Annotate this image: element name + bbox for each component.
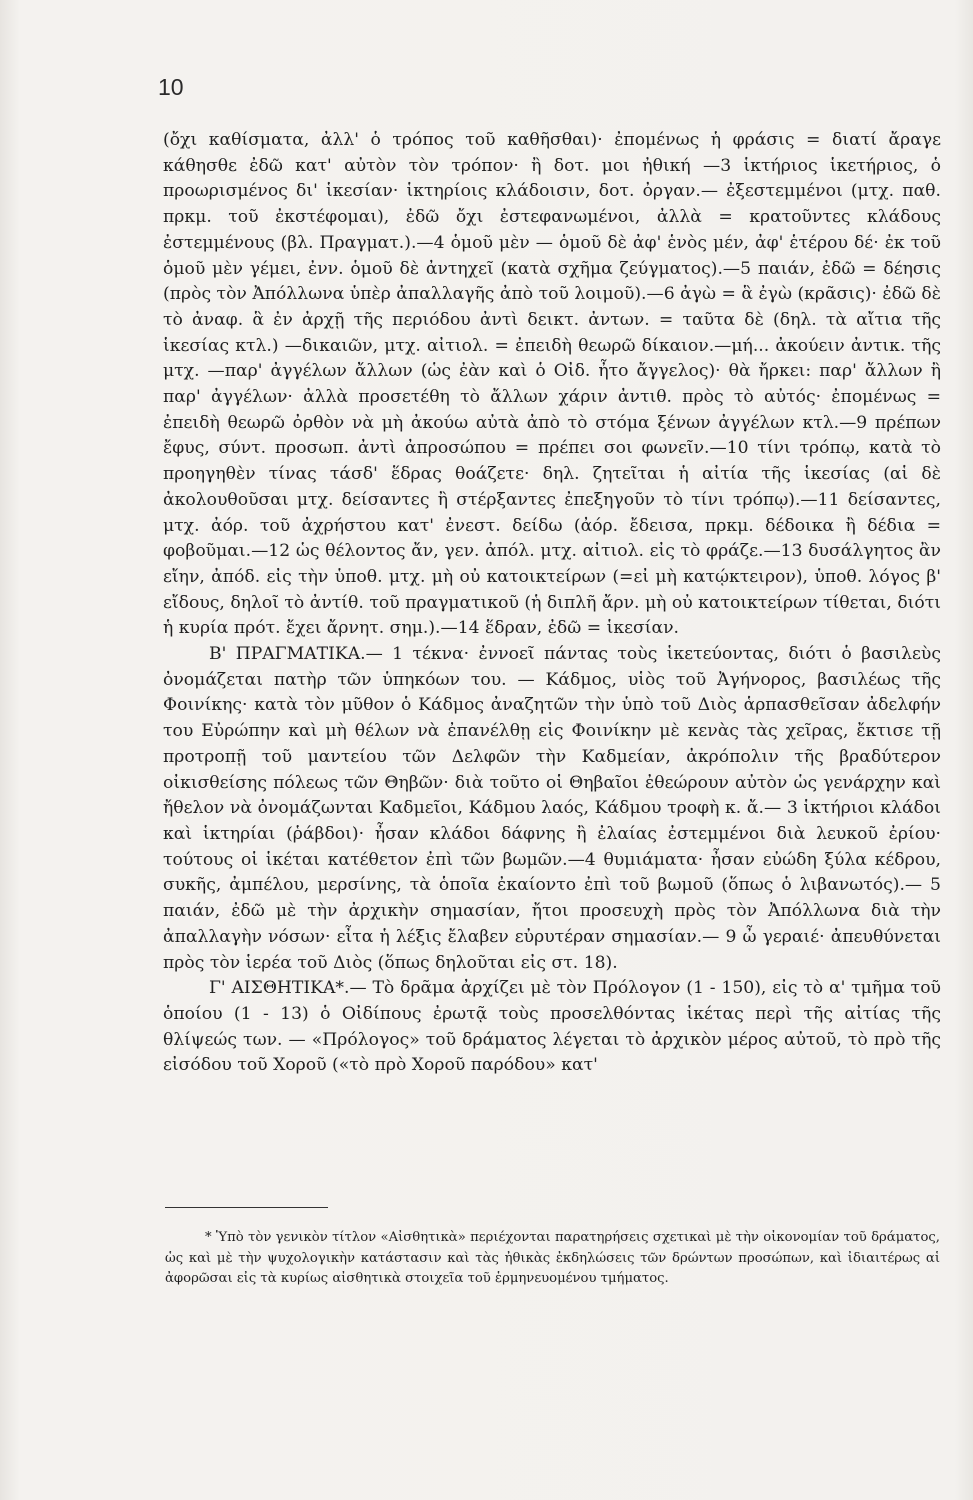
commentary-paragraph-pragmatika: Β' ΠΡΑΓΜΑΤΙΚΑ.— 1 τέκνα· ἐννοεῖ πάντας τοὺς ἱκετεύοντας, διότι ὁ βασιλεὺς ὀνομάζεται πατὴρ τῶν ὑπηκόων του. — Κάδμος, υἱὸς τοῦ Ἀγήνορος, βασιλέως τῆς Φοινίκης· κατὰ τὸν μῦθον ὁ Κάδμος ἀναζητῶν τὴν ὑπὸ τοῦ Διὸς ἁρπασθεῖσαν ἀδελφήν του Εὐρώπην καὶ μὴ θέλων νὰ ἐπανέλθῃ εἰς Φοινίκην μὲ κενὰς τὰς χεῖρας, ἔκτισε τῇ προτροπῇ τοῦ μαντείου τῶν Δελφῶν τὴν Καδμείαν, ἀκρόπολιν τῆς βραδύτερον οἰκισθείσης πόλεως τῶν Θηβῶν· διὰ τοῦτο οἱ Θηβαῖοι ἐθεώρουν αὐτὸν ὡς γενάρχην καὶ ἤθελον νὰ ὀνομάζωνται Καδμεῖοι, Κάδμου λαός, Κάδμου τροφὴ κ. ἄ.— 3 ἱκτήριοι κλάδοι καὶ ἱκτηρίαι (ῥάβδοι)· ἦσαν κλάδοι δάφνης ἢ ἐλαίας ἐστεμμένοι διὰ λευκοῦ ἐρίου· τούτους οἱ ἱκέται κατέθετον ἐπὶ τῶν βωμῶν.—4 θυμιάματα· ἦσαν εὐώδη ξύλα κέδρου, συκῆς, ἀμπέλου, μερσίνης, τὰ ὁποῖα ἐκαίοντο ἐπὶ τοῦ βωμοῦ (ὅπως ὁ λιβανωτός).— 5 παιάν, ἐδῶ μὲ τὴν ἀρχικὴν σημασίαν, ἤτοι προσευχὴ πρὸς τὸν Ἀπόλλωνα διὰ τὴν ἀπαλλαγὴν νόσων· εἶτα ἡ λέξις ἔλαβεν εὐρυτέραν σημασίαν.— 9 ὦ γεραιέ· ἀπευθύνεται πρὸς τὸν ἱερέα τοῦ Διὸς (ὅπως δηλοῦται εἰς στ. 18). — [163, 644, 941, 973]
footnote-divider — [165, 1207, 328, 1208]
footnote — [165, 1228, 940, 1290]
commentary-paragraph-aisthitika: Γ' ΑΙΣΘΗΤΙΚΑ*.— Τὸ δρᾶμα ἀρχίζει μὲ τὸν Πρόλογον (1 - 150), εἰς τὸ α' τμῆμα τοῦ ὁποίου (1 - 13) ὁ Οἰδίπους ἐρωτᾷ τοὺς προσελθόντας ἱκέτας περὶ τῆς αἰτίας τῆς θλίψεώς των. — «Πρόλογος» τοῦ δράματος λέγεται τὸ ἀρχικὸν μέρος αὐτοῦ, τὸ πρὸ τῆς εἰσόδου τοῦ Χοροῦ («τὸ πρὸ Χοροῦ παρόδου» κατ' — [163, 978, 941, 1076]
footnote-text: * Ὑπὸ τὸν γενικὸν τίτλον «Αἰσθητικὰ» περιέχονται παρατηρήσεις σχετικαὶ μὲ τὴν οἰκονομίαν τοῦ δράματος, ὡς καὶ μὲ τὴν ψυχολογικὴν κατάστασιν καὶ τὰς ἠθικὰς ἐκδηλώσεις τῶν δρώντων προσώπων, καὶ ἰδιαιτέρως αἱ ἀφορῶσαι εἰς τὰ κυρίως αἰσθητικὰ στοιχεῖα τοῦ ἑρμηνευομένου τμήματος. — [165, 1230, 940, 1286]
page-body — [163, 128, 941, 1079]
page-number: 10 — [158, 74, 184, 100]
commentary-paragraph-glossary: (ὄχι καθίσματα, ἀλλ' ὁ τρόπος τοῦ καθῆσθαι)· ἐπομένως ἡ φράσις = διατί ἄραγε κάθησθε ἐδῶ κατ' αὐτὸν τὸν τρόπον· ἢ δοτ. μοι ἠθική —3 ἱκτήριος ἱκετήριος, ὁ προωρισμένος δι' ἱκεσίαν· ἱκτηρίοις κλάδοισιν, δοτ. ὀργαν.— ἐξεστεμμένοι (μτχ. παθ. πρκμ. τοῦ ἐκστέφομαι), ἐδῶ ὄχι ἐστεφανωμένοι, ἀλλὰ = κρατοῦντες κλάδους ἐστεμμένους (βλ. Πραγματ.).—4 ὁμοῦ μὲν — ὁμοῦ δὲ ἀφ' ἑνὸς μέν, ἀφ' ἑτέρου δέ· ἐκ τοῦ ὁμοῦ μὲν γέμει, ἐνν. ὁμοῦ δὲ ἀντηχεῖ (κατὰ σχῆμα ζεύγματος).—5 παιάν, ἐδῶ = δέησις (πρὸς τὸν Ἀπόλλωνα ὑπὲρ ἀπαλλαγῆς ἀπὸ τοῦ λοιμοῦ).—6 ἀγὼ = ἃ ἐγὼ (κρᾶσις)· ἐδῶ δὲ τὸ ἀναφ. ἃ ἐν ἀρχῇ τῆς περιόδου ἀντὶ δεικτ. ἀντων. = ταῦτα δὲ (δηλ. τὰ αἴτια τῆς ἱκεσίας κτλ.) —δικαιῶν, μτχ. αἰτιολ. = ἐπειδὴ θεωρῶ δίκαιον.—μή... ἀκούειν ἀντικ. τῆς μτχ. —παρ' ἀγγέλων ἄλλων (ὡς ἐὰν καὶ ὁ Οἰδ. ἦτο ἄγγελος)· θὰ ἤρκει: παρ' ἄλλων ἢ παρ' ἀγγέλων· ἀλλὰ προσετέθη τὸ ἄλλων χάριν ἀντιθ. πρὸς τὸ αὐτός· ἐπομένως = ἐπειδὴ θεωρῶ ὀρθὸν νὰ μὴ ἀκούω αὐτὰ ἀπὸ τὸ στόμα ξένων ἀγγέλων κτλ.—9 πρέπων ἔφυς, σύντ. προσωπ. ἀντὶ ἀπροσώπου = πρέπει σοι φωνεῖν.—10 τίνι τρόπῳ, κατὰ τὸ προηγηθὲν τίνας τάσδ' ἕδρας θοάζετε· δηλ. ζητεῖται ἡ αἰτία τῆς ἱκεσίας (αἱ δὲ ἀκολουθοῦσαι μτχ. δείσαντες ἢ στέρξαντες ἐπεξηγοῦν τὸ τίνι τρόπῳ).—11 δείσαντες, μτχ. ἀόρ. τοῦ ἀχρήστου κατ' ἐνεστ. δείδω (ἀόρ. ἔδεισα, πρκμ. δέδοικα ἢ δέδια = φοβοῦμαι.—12 ὡς θέλοντος ἄν, γεν. ἀπόλ. μτχ. αἰτιολ. εἰς τὸ φράζε.—13 δυσάλγητος ἂν εἴην, ἀπόδ. εἰς τὴν ὑποθ. μτχ. μὴ οὐ κατοικτείρων (=εἰ μὴ κατῴκτειρον), ὑποθ. λόγος β' εἴδους, δηλοῖ τὸ ἀντίθ. τοῦ πραγματικοῦ (ἡ διπλῆ ἄρν. μὴ οὐ κατοικτείρων τίθεται, διότι ἡ κυρία πρότ. ἔχει ἄρνητ. σημ.).—14 ἕδραν, ἐδῶ = ἱκεσίαν. — [163, 130, 942, 639]
